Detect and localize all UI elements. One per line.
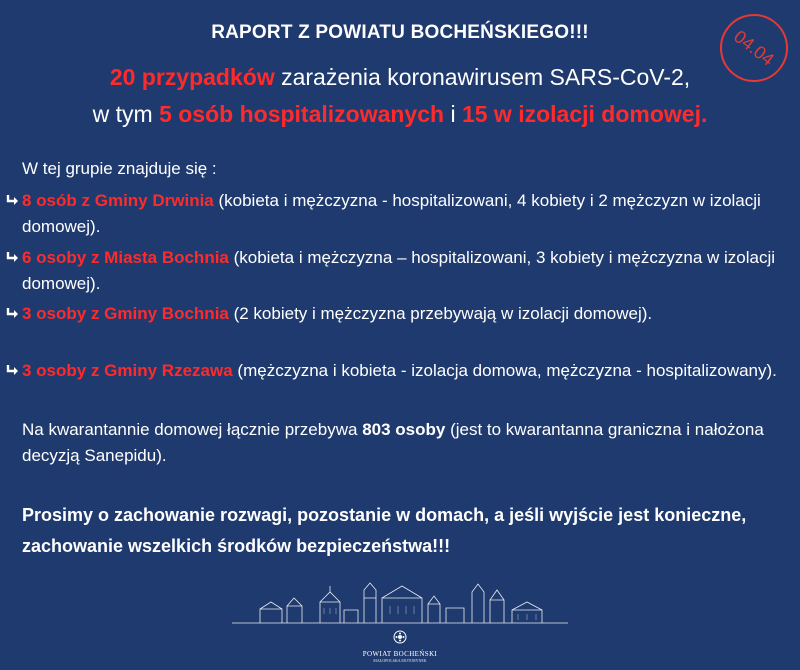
list-item: [22, 188, 780, 240]
list-item-text: (mężczyzna i kobieta - izolacja domowa, mężczyzna - hospitalizowany).: [232, 361, 777, 380]
list-item-highlight: 3 osoby z Gminy Bochnia: [22, 304, 229, 323]
list-item: [22, 245, 780, 297]
county-logo-icon: [393, 630, 407, 644]
report-title: RAPORT Z POWIATU BOCHEŃSKIEGO!!!: [211, 22, 589, 43]
logo-name: POWIAT BOCHEŃSKI: [362, 650, 438, 658]
county-logo: [340, 630, 460, 663]
date-stamp-text: 04.04: [730, 25, 779, 70]
arrow-return-icon: [6, 194, 20, 208]
quarantine-suffix: (jest to kwarantanna graniczna i nałożona decyzją Sanepidu).: [22, 420, 764, 465]
arrow-return-icon: [6, 307, 20, 321]
summary-line-2-mid: i: [444, 101, 462, 127]
list-item: [22, 301, 780, 327]
quarantine-prefix: Na kwarantannie domowej łącznie przebywa: [22, 420, 363, 439]
summary-line-1: [0, 64, 800, 91]
list-item-text: (2 kobiety i mężczyzna przebywają w izolacji domowej).: [228, 304, 653, 323]
skyline-illustration: [232, 578, 568, 628]
list-item-highlight: 6 osoby z Miasta Bochnia: [22, 248, 229, 267]
total-cases: 20 przypadków: [109, 64, 275, 90]
closing-appeal: Prosimy o zachowanie rozwagi, pozostanie w domach, a jeśli wyjście jest konieczne, zachowanie wszelkich środków bezpieczeństwa!!!: [22, 505, 747, 556]
list-item-highlight: 3 osoby z Gminy Rzezawa: [22, 361, 233, 380]
list-item-text: (kobieta i mężczyzna – hospitalizowani, 3 kobiety i mężczyzna w izolacji domowej).: [22, 248, 776, 293]
summary-line-1-text: zarażenia koronawirusem SARS-CoV-2,: [274, 64, 691, 90]
logo-tagline: MAŁOPOLSKA MOTORYNEK: [373, 658, 427, 663]
summary-line-2: [0, 101, 800, 128]
group-intro: W tej grupie znajduje się :: [22, 159, 217, 178]
summary-line-2-prefix: w tym: [92, 101, 160, 127]
list-item: [22, 358, 780, 384]
list-item-text: (kobieta i mężczyzna - hospitalizowani, 4 kobiety i 2 mężczyzn w izolacji domowej).: [22, 191, 761, 236]
hospitalized-count: 5 osób hospitalizowanych: [159, 101, 445, 127]
arrow-return-icon: [6, 251, 20, 265]
home-isolation-count: 15 w izolacji domowej.: [461, 101, 708, 127]
quarantine-note: [22, 417, 782, 469]
list-item-highlight: 8 osób z Gminy Drwinia: [22, 191, 214, 210]
arrow-return-icon: [6, 364, 20, 378]
quarantine-count: 803 osoby: [362, 420, 446, 439]
